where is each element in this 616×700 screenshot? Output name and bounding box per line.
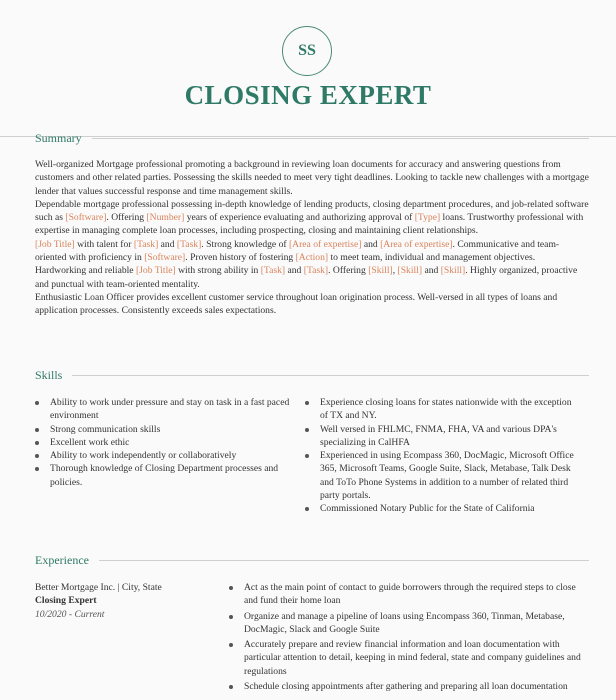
- placeholder-text: [Job Title]: [35, 238, 75, 250]
- placeholder-text: [Task]: [303, 265, 329, 277]
- skill-item: Excellent work ethic: [33, 436, 298, 449]
- job-bullets: [227, 581, 587, 695]
- summary-text-segment: loans. Trustworthy professional with expertise in managing complete loan processes, including prospecting, closing and maintaining client relationships.: [35, 212, 584, 237]
- job-bullet: Schedule closing appointments after gathering and preparing all loan documentation: [227, 680, 587, 693]
- job-dates: 10/2020 - Current: [35, 608, 105, 620]
- summary-text-segment: ,: [392, 265, 398, 277]
- summary-heading-label: Summary: [35, 131, 82, 145]
- placeholder-text: [Type]: [414, 212, 441, 224]
- placeholder-text: [Skill]: [368, 265, 393, 277]
- placeholder-text: [Task]: [133, 238, 159, 250]
- summary-text-segment: Hardworking and reliable: [35, 265, 136, 277]
- skill-item: Ability to work under pressure and stay on task in a fast paced environment: [33, 396, 298, 423]
- divider: [99, 560, 589, 561]
- skill-item: Commissioned Notary Public for the State of California: [303, 502, 578, 515]
- summary-heading: [35, 131, 589, 146]
- placeholder-text: [Skill]: [440, 265, 466, 277]
- skill-item: Well versed in FHLMC, FNMA, FHA, VA and various DPA's specializing in CalHFA: [303, 423, 578, 450]
- divider: [72, 375, 589, 376]
- placeholder-text: [Software]: [144, 252, 186, 264]
- job-bullet: Organize and manage a pipeline of loans using Encompass 360, Tinman, Metabase, DocMagic, Slack and Google Suite: [227, 610, 587, 637]
- job-bullet: Accurately prepare and review financial information and loan documentation with particular attention to detail, keeping in mind federal, state and company guidelines and regulations: [227, 638, 587, 678]
- summary-text-segment: and: [422, 265, 441, 277]
- summary-text-segment: years of experience evaluating and authorizing approval of: [184, 212, 415, 224]
- summary-paragraph: [35, 198, 590, 238]
- summary-paragraph: [35, 264, 590, 291]
- skills-list-left: [33, 396, 298, 489]
- placeholder-text: [Number]: [146, 212, 185, 224]
- placeholder-text: [Skill]: [397, 265, 423, 277]
- skill-item: Thorough knowledge of Closing Department processes and policies.: [33, 462, 298, 489]
- summary-text-segment: . Offering: [106, 212, 147, 224]
- job-role: Closing Expert: [35, 595, 97, 607]
- divider: [92, 138, 589, 139]
- skills-heading-label: Skills: [35, 368, 63, 382]
- monogram-avatar: [282, 26, 332, 76]
- experience-heading: [35, 553, 589, 568]
- summary-text-segment: and: [158, 238, 177, 250]
- summary-text-segment: . Strong knowledge of: [201, 238, 289, 250]
- placeholder-text: [Job Title]: [135, 265, 176, 277]
- summary-paragraph: [35, 291, 590, 318]
- skills-list-right: [303, 396, 578, 516]
- placeholder-text: [Software]: [65, 212, 107, 224]
- summary-text-segment: Well-organized Mortgage professional promoting a background in reviewing loan documents for accuracy and answering questions from customers and other related parties. Possessing the skills needed to meet very tight deadlines. Looking to tackle new challenges with a mortgage lender that values successful response and time management skills.: [35, 159, 589, 197]
- summary-text-segment: . Communicative and team-oriented with proficiency in: [35, 238, 560, 264]
- summary-paragraph: [35, 158, 590, 198]
- placeholder-text: [Task]: [176, 238, 202, 250]
- initials: SS: [298, 42, 316, 59]
- summary-text-segment: and: [361, 238, 381, 250]
- skill-item: Experience closing loans for states nationwide with the exception of TX and NY.: [303, 396, 578, 423]
- summary-text-segment: with talent for: [74, 238, 134, 250]
- summary-text-segment: Enthusiastic Loan Officer provides excellent customer service throughout loan origination process. Well-versed in all types of loans and application processes. Consistently exceeds sales expectations.: [35, 291, 558, 317]
- summary-paragraph: [35, 238, 590, 265]
- job-bullet: Act as the main point of contact to guide borrowers through the required steps to close and fund their home loan: [227, 581, 587, 608]
- summary-text: [35, 158, 590, 318]
- summary-text-segment: . Highly organized, proactive and punctual with team-oriented mentality.: [35, 265, 578, 290]
- job-info: [35, 581, 215, 621]
- summary-text-segment: . Offering: [328, 265, 369, 277]
- skill-item: Experienced in using Ecompass 360, DocMagic, Microsoft Office 365, Microsoft Teams, Google Suite, Slack, Metabase, Talk Desk and ToTo Phone Systems in addition to a number of related third party portals.: [303, 449, 578, 502]
- placeholder-text: [Area of expertise]: [288, 238, 362, 250]
- skills-heading: [35, 368, 589, 383]
- experience-heading-label: Experience: [35, 553, 89, 567]
- resume-title: CLOSING EXPERT: [184, 80, 432, 110]
- placeholder-text: [Area of expertise]: [380, 238, 453, 250]
- job-company: Better Mortgage Inc. | City, State: [35, 582, 162, 593]
- placeholder-text: [Task]: [260, 265, 286, 277]
- summary-text-segment: with strong ability in: [175, 265, 261, 277]
- placeholder-text: [Action]: [295, 252, 329, 264]
- summary-text-segment: Dependable mortgage professional possessing in-depth knowledge of lending products, closing department procedures, and job-related software such as: [35, 198, 589, 224]
- summary-text-segment: . Proven history of fostering: [185, 252, 296, 264]
- summary-text-segment: to meet team, individual and management objectives.: [328, 252, 536, 264]
- skill-item: Ability to work independently or collaboratively: [33, 449, 298, 462]
- skill-item: Strong communication skills: [33, 423, 298, 436]
- summary-text-segment: and: [285, 265, 304, 277]
